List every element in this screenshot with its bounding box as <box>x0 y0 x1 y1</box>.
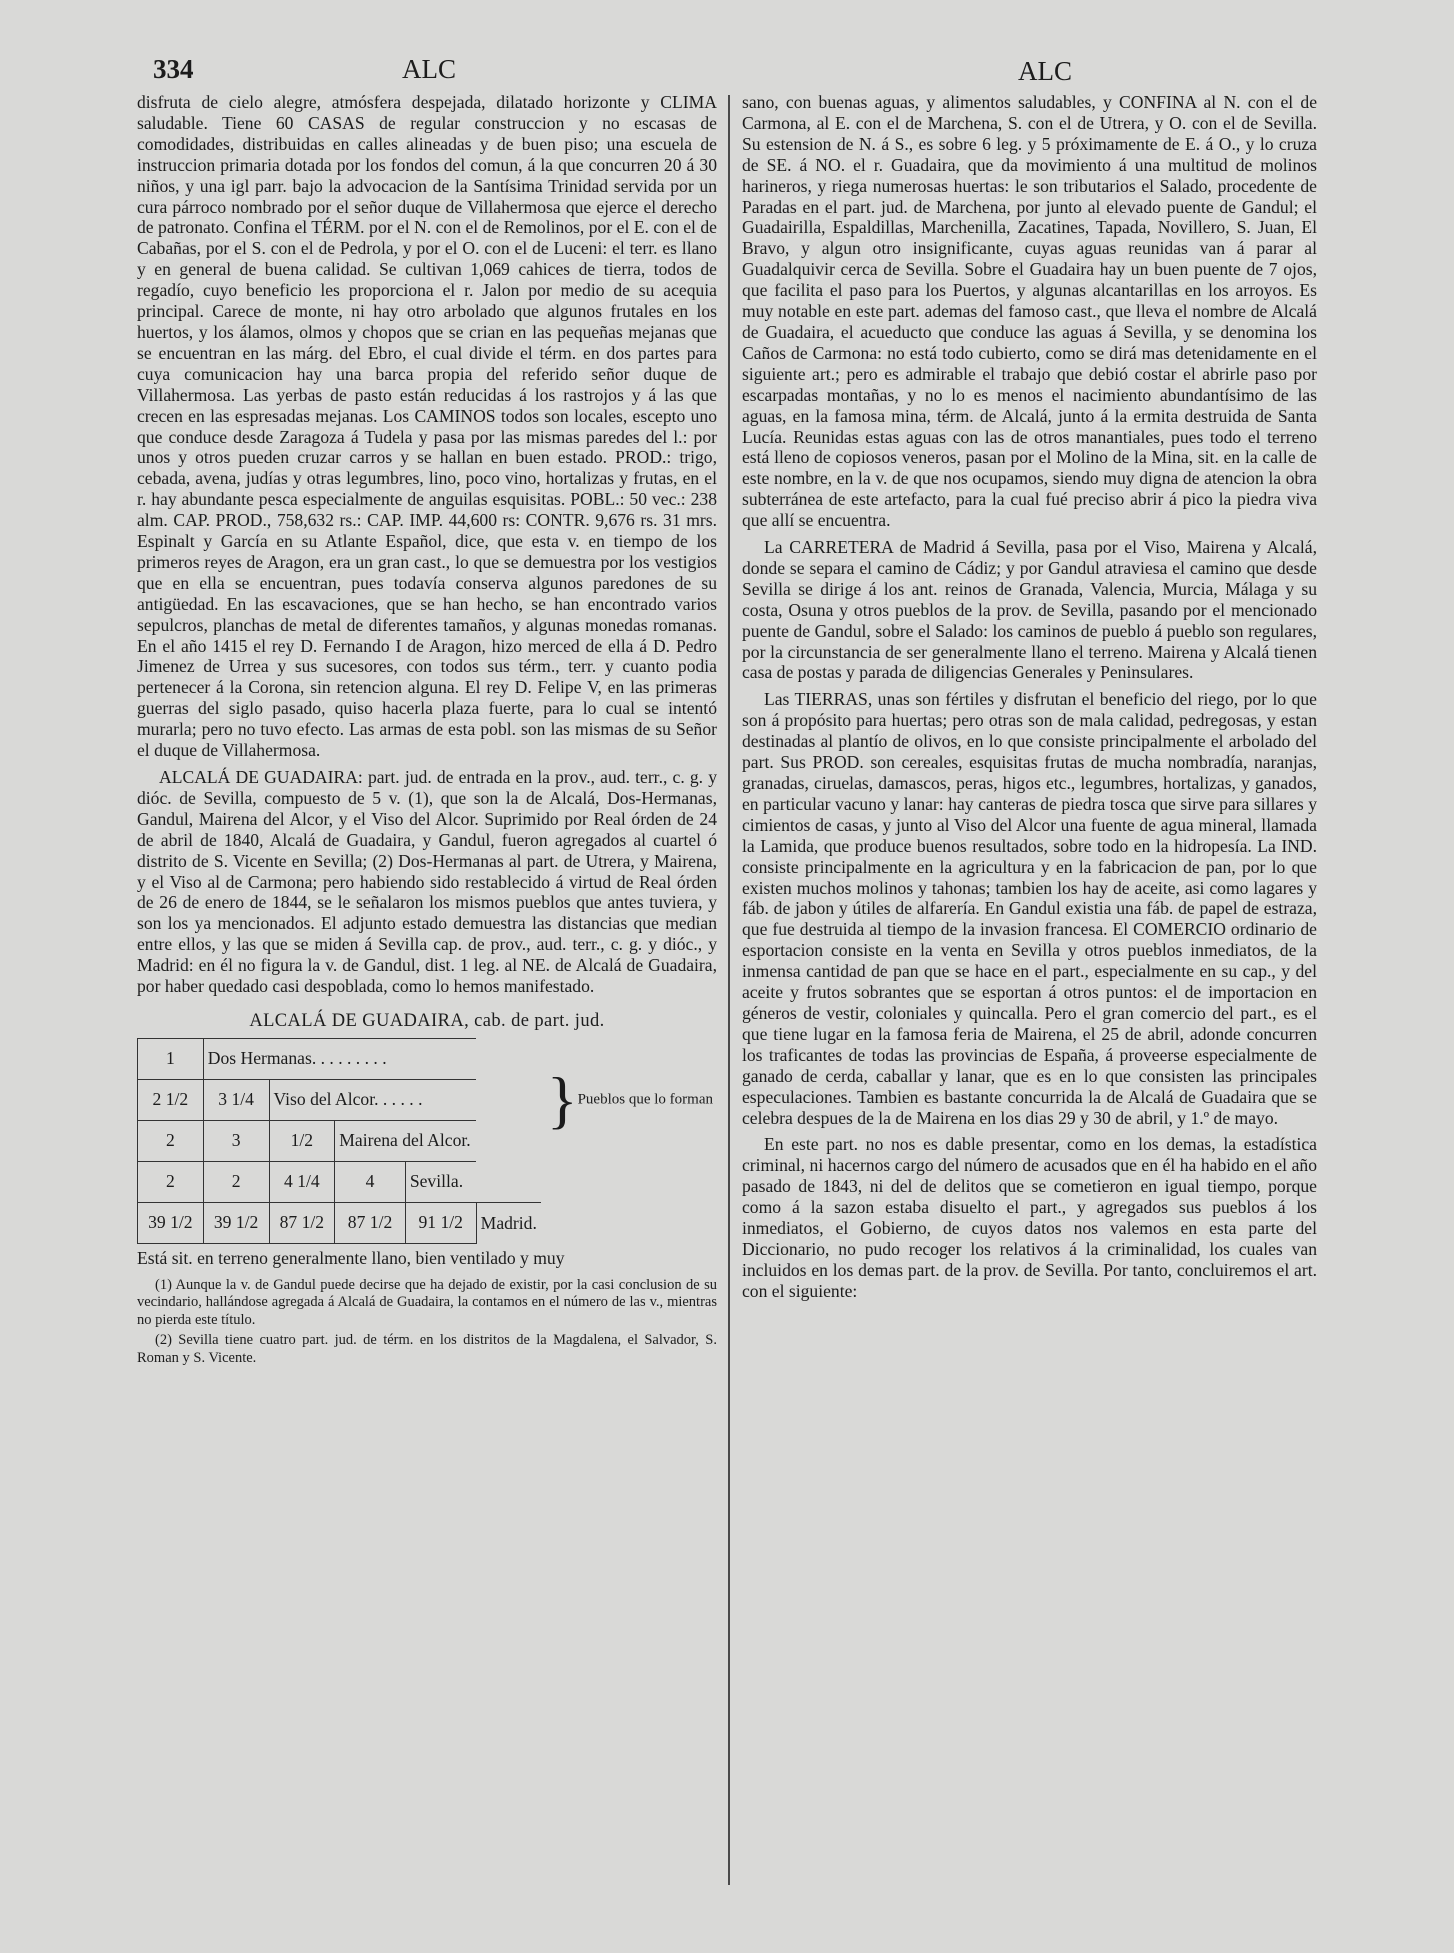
table-cell: 2 <box>203 1161 269 1202</box>
footnote: (1) Aunque la v. de Gandul puede decirse que ha dejado de existir, por la casi conclusion de su vecindario, hallándose agregada á Alcalá de Guadaira, la contamos en el número de las v., mientras no pierda este título. <box>137 1276 717 1328</box>
page-number: 334 <box>153 54 194 84</box>
entry-text: La CARRETERA de Madrid á Sevilla, pasa por el Viso, Mairena y Alcalá, donde se separa el camino de Cádiz; y por Gandul atraviesa el camino que desde Sevilla se dirige á los ant. reinos de Granada, Valencia, Murcia, Málaga y su costa, Osuna y otros pueblos de la prov. de Sevilla, pasando por el mencionado puente de Gandul, sobre el Salado: los caminos de pueblo á pueblo son regulares, por la circunstancia de ser generalmente llano el terreno. Mairena y Alcalá tienen casa de postas y parada de diligencias Generales y Peninsulares. <box>742 537 1317 683</box>
distance-table <box>137 1038 717 1244</box>
footnotes <box>137 1277 717 1368</box>
column-divider <box>728 95 730 1885</box>
table-cell: 39 1/2 <box>203 1202 269 1243</box>
town-name: Madrid. <box>476 1202 541 1243</box>
entry-text-continued: disfruta de cielo alegre, atmósfera despejada, dilatado horizonte y CLIMA saludable. Tiene 60 CASAS de regular construccion y no escasas de comodidades, distribuidas en calles alineadas y de buen piso; una escuela de instruccion primaria dotada por los fondos del comun, á la que concurren 20 á 30 niños, y una igl parr. bajo la advocacion de la Santísima Trinidad servida por un cura párroco nombrado por el señor duque de Villahermosa que ejerce el derecho de patronato. Confina el TÉRM. por el N. con el de Remolinos, por el E. con el de Cabañas, por el S. con el de Pedrola, y por el O. con el de Luceni: el terr. es llano y en general de buena calidad. Se cultivan 1,069 cahices de tierra, todos de regadío, cuyo beneficio les proporciona el r. Jalon por medio de su acequia principal. Carece de monte, ni hay otro arbolado que algunos frutales en los huertos, y los álamos, olmos y chopos que se crian en las pequeñas mejanas que se encuentran en las márg. del Ebro, el cual divide el térm. en dos partes para cuya comunicacion hay una barca propia del referido señor duque de Villahermosa. Las yerbas de pasto están reducidas á los rastrojos y á las que crecen en las espresadas mejanas. Los CAMINOS todos son locales, escepto uno que conduce desde Zaragoza á Tudela y pasa por las mismas paredes del l.: por unos y otros pueden cruzar carros y se hallan en buen estado. PROD.: trigo, cebada, avena, judías y otras legumbres, lino, poco vino, hortalizas y frutas, en el r. hay abundante pesca especialmente de anguilas esquisitas. POBL.: 50 vec.: 238 alm. CAP. PROD., 758,632 rs.: CAP. IMP. 44,600 rs: CONTR. 9,676 rs. 31 mrs. Espinalt y García en su Atlante Español, dice, que esta v. en tiempo de los primeros reyes de Aragon, era un gran cast., lo que se demuestra por los vestigios que en ella se encuentran, pues todavía conserva algunos paredones de su antigüedad. En las escavaciones, que se han hecho, se han encontrado varios sepulcros, planchas de metal de diferentes tamaños, y algunas monedas romanas. En el año 1415 el rey D. Fernando I de Aragon, hizo merced de ella á D. Pedro Jimenez de Urrea y sus sucesores, con todos sus térm., terr. y cuanto podia pertenecer á la Corona, sin retencion alguna. El rey D. Felipe V, en las primeras guerras del siglo pasado, quiso hacerla plaza fuerte, para lo cual se intentó murarla; pero no tuvo efecto. Las armas de esta pobl. son las mismas de su Señor el duque de Villahermosa. <box>137 92 717 761</box>
table-cell: 2 <box>138 1120 204 1161</box>
table-cell: 3 <box>203 1120 269 1161</box>
table-cell: 2 1/2 <box>138 1079 204 1120</box>
entry-text: Las TIERRAS, unas son fértiles y disfrutan el beneficio del riego, por lo que son á propósito para huertas; pero otras son de mala calidad, pedregosas, y estan destinadas al plantío de olivos, en lo que consiste principalmente el arbolado del part. Sus PROD. son cereales, esquisitas frutas de mucha nombradía, naranjas, granadas, ciruelas, damascos, peras, higos etc., legumbres, hortalizas, y ganados, en particular vacuno y lanar: hay canteras de piedra tosca que sirve para sillares y cimientos de casas, y junto al Viso del Alcor una fuente de agua mineral, llamada la Lamida, que produce buenos resultados, sobre todo en la hidropesía. La IND. consiste principalmente en la agricultura y en la fabricacion de pan, por lo que existen muchos molinos y tahonas; tambien los hay de aceite, asi como lagares y fáb. de jabon y útiles de alfarería. En Gandul existia una fáb. de papel de estraza, que fue destruida al tiempo de la invasion francesa. El COMERCIO ordinario de esportacion consiste en la venta en Sevilla y otros pueblos inmediatos, de la inmensa cantidad de pan que se hace en el part., especialmente en su cap., y del aceite y frutos sobrantes que se esportan á otros puntos: el de importacion en géneros de vestir, coloniales y quincalla. Pero el gran comercio del part., es el que tiene lugar en la famosa feria de Mairena, el 25 de abril, adonde concurren los traficantes de todas las provincias de España, á proveerse especialmente de ganado de cerda, caballar y lanar, que es en lo que consisten las principales especulaciones. Tambien es bastante concurrida la de Alcalá de Guadaira que se celebra despues de la de Mairena en los dias 29 y 30 de abril, y 1.º de mayo. <box>742 689 1317 1128</box>
left-column <box>137 92 717 1370</box>
town-name: Dos Hermanas. . . . . . . . . <box>203 1038 476 1079</box>
distance-table-caption: ALCALÁ DE GUADAIRA, cab. de part. jud. <box>249 1010 605 1031</box>
entry-text: En este part. no nos es dable presentar, como en los demas, la estadística criminal, ni hacernos cargo del número de acusados que en él ha habido en el año pasado de 1843, ni del de delitos que se cometieron en igual tiempo, porque como á la sazon estaba disuelto el part., y agregados sus pueblos á los inmediatos, el Gobierno, de cuyos datos nos valemos en esta parte del Diccionario, no pudo recoger los relativos á la criminalidad, los cuales van incluidos en los demas part. de la prov. de Sevilla. Por tanto, concluiremos el art. con el siguiente: <box>742 1134 1317 1301</box>
running-head-left: ALC <box>402 54 456 84</box>
table-cell: 1/2 <box>269 1120 335 1161</box>
entry-text: Está sit. en terreno generalmente llano, bien ventilado y muy <box>137 1247 565 1268</box>
table-row <box>138 1038 718 1079</box>
town-name: Mairena del Alcor. <box>335 1120 476 1161</box>
town-name: Sevilla. <box>405 1161 476 1202</box>
brace-label: }Pueblos que lo forman <box>546 1063 713 1135</box>
entry-text: sano, con buenas aguas, y alimentos saludables, y CONFINA al N. con el de Carmona, al E. con el de Marchena, S. con el de Utrera, y O. con el de Sevilla. Su estension de N. á S., es sobre 6 leg. y 5 próximamente de E. á O., y lo cruza de SE. á NO. el r. Guadaira, que da movimiento á una multitud de molinos harineros, y riega numerosas huertas: le son tributarios el Salado, procedente de Paradas en el part. jud. de Marchena, por junto al elevado puente de Gandul; el Guadairilla, Espaldillas, Marchenilla, Zacatines, Tapada, Novillero, S. Juan, El Bravo, y algun otro insignificante, cuyas aguas reunidas van á parar al Guadalquivir cerca de Sevilla. Sobre el Guadaira hay un buen puente de 7 ojos, que facilita el paso para los Puertos, y algunas alcantarillas en los arroyos. Es muy notable en este part. ademas del famoso cast., que lleva el nombre de Alcalá de Guadaira, el acueducto que conduce las aguas á Sevilla, y se denomina los Caños de Carmona: no está todo cubierto, como se dirá mas detenidamente en el siguiente art.; pero es admirable el trabajo que debió costar el abrirle paso por escarpadas montañas, y no lo es menos el nacimiento abundantísimo de las aguas, en la famosa mina, térm. de Alcalá, junto á la ermita destruida de Santa Lucía. Reunidas estas aguas con las de otros manantiales, pues todo el terreno está lleno de copiosos veneros, pasan por el Molino de la Mina, sit. en la calle de este nombre, en la v. de que nos ocupamos, siendo muy digna de atencion la obra subterránea de este artefacto, para la cual fué preciso abrir á pico la piedra viva que allí se encuentra. <box>742 92 1317 531</box>
table-cell: 4 1/4 <box>269 1161 335 1202</box>
table-row <box>138 1161 718 1202</box>
table-row <box>138 1202 718 1243</box>
table-cell: 87 1/2 <box>335 1202 406 1243</box>
table-cell: 3 1/4 <box>203 1079 269 1120</box>
town-name: Viso del Alcor. . . . . . <box>269 1079 476 1120</box>
running-head-right: ALC <box>1018 56 1072 86</box>
table-cell: 87 1/2 <box>269 1202 335 1243</box>
table-cell: 2 <box>138 1161 204 1202</box>
right-column <box>742 92 1317 1308</box>
table-cell: 91 1/2 <box>405 1202 476 1243</box>
footnote: (2) Sevilla tiene cuatro part. jud. de térm. en los distritos de la Magdalena, el Salvador, S. Roman y S. Vicente. <box>137 1332 717 1366</box>
entry-alcala-de-guadaira: ALCALÁ DE GUADAIRA: part. jud. de entrada en la prov., aud. terr., c. g. y dióc. de Sevilla, compuesto de 5 v. (1), que son la de Alcalá, Dos-Hermanas, Gandul, Mairena del Alcor, y el Viso del Alcor. Suprimido por Real órden de 24 de abril de 1840, Alcalá de Guadaira, y Gandul, fueron agregados al cuartel ó distrito de S. Vicente en Sevilla; (2) Dos-Hermanas al part. de Utrera, y Mairena, y el Viso al de Carmona; pero habiendo sido restablecido á virtud de Real órden de 26 de enero de 1844, se le señalaron los mismos pueblos que antes tuviera, y son los ya mencionados. El adjunto estado demuestra las distancias que median entre ellos, y las que se miden á Sevilla cap. de prov., aud. terr., c. g. y dióc., y Madrid: en él no figura la v. de Gandul, dist. 1 leg. al NE. de Alcalá de Guadaira, por haber quedado casi despoblada, como lo hemos manifestado. <box>137 767 717 997</box>
table-cell: 39 1/2 <box>138 1202 204 1243</box>
table-cell: 1 <box>138 1038 204 1079</box>
table-cell: 4 <box>335 1161 406 1202</box>
